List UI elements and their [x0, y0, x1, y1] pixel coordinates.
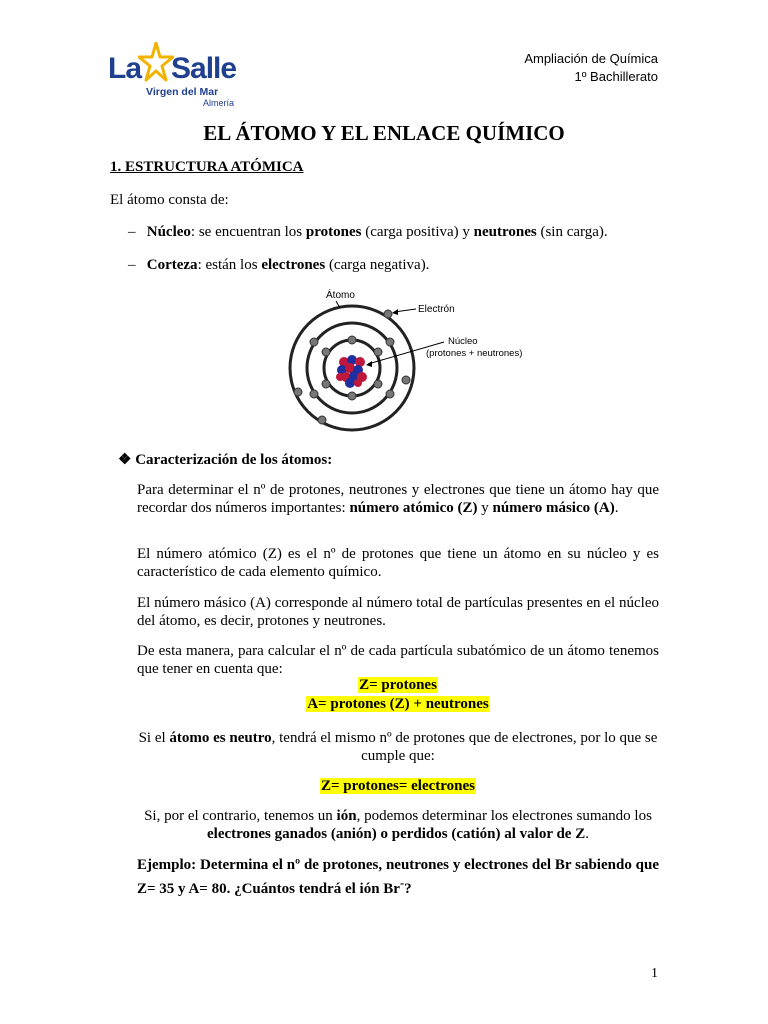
- paragraph-atomic-number: El número atómico (Z) es el nº de protones que tiene un átomo en su núcleo y es característico de cada elemento químico.: [137, 546, 659, 580]
- paragraph-neutral: [137, 729, 659, 765]
- term-nucleus: Núcleo: [146, 224, 191, 240]
- svg-text:Electrón: Electrón: [418, 304, 455, 315]
- subsection-heading: [118, 451, 332, 469]
- term-atomic-number: número atómico (Z): [349, 500, 478, 516]
- logo-location: Almería: [203, 98, 235, 108]
- text: .: [614, 500, 619, 516]
- logo-text-salle: Salle: [171, 52, 237, 85]
- term-neutrons: neutrones: [473, 224, 537, 240]
- list-item-nucleus: [128, 223, 608, 241]
- text: : están los: [197, 257, 262, 273]
- term-mass-number: número másico (A): [492, 500, 615, 516]
- page-number: 1: [651, 966, 658, 981]
- svg-text:Núcleo: Núcleo: [448, 336, 478, 347]
- term-electrons-gained-lost: electrones ganados (anión) o perdidos (catión) al valor de Z: [207, 826, 586, 842]
- lasalle-logo: [108, 42, 238, 108]
- diamond-bullet-icon: ❖: [118, 452, 132, 468]
- term-neutral-atom: átomo es neutro: [169, 730, 272, 746]
- example-prompt: [137, 856, 659, 898]
- paragraph-mass-number: El número másico (A) corresponde al número total de partículas presentes en el núcleo del átomo, es decir, protones y neutrones.: [137, 595, 659, 629]
- intro-text: El átomo consta de:: [110, 192, 229, 208]
- list-item-cortex: [128, 256, 429, 274]
- logo-subtitle: Virgen del Mar: [146, 86, 219, 98]
- term-protons: protones: [305, 224, 362, 240]
- section-heading: 1. ESTRUCTURA ATÓMICA: [110, 159, 304, 175]
- svg-text:Átomo: Átomo: [326, 290, 355, 301]
- logo-text-la: La: [108, 52, 142, 85]
- text: : se encuentran los: [190, 224, 306, 240]
- dash-marker: –: [128, 257, 136, 273]
- formula-text: A= protones (Z) + neutrones: [307, 696, 489, 712]
- term-electrons: electrones: [261, 257, 326, 273]
- formula-text: Z= protones= electrones: [320, 778, 476, 794]
- text: Si el: [138, 730, 170, 746]
- subsection-title: Caracterización de los átomos:: [135, 452, 333, 468]
- nucleus: [336, 355, 367, 388]
- text: ?: [404, 881, 412, 897]
- svg-text:(protones + neutrones): (protones + neutrones): [426, 348, 523, 359]
- formula-neutral: [137, 777, 659, 795]
- star-icon: [138, 42, 174, 84]
- text: (carga positiva) y: [361, 224, 474, 240]
- text: , tendrá el mismo nº de protones que de electrones, por lo que se cumple que:: [271, 730, 658, 764]
- paragraph-numbers: [137, 481, 659, 517]
- atom-diagram: [280, 282, 540, 440]
- text: Si, por el contrario, tenemos un: [144, 808, 337, 824]
- text: .: [585, 826, 589, 842]
- dash-marker: –: [128, 224, 136, 240]
- text: y: [477, 500, 493, 516]
- page-title: EL ÁTOMO Y EL ENLACE QUÍMICO: [203, 121, 565, 145]
- formula-text: Z= protones: [359, 677, 437, 693]
- text: , podemos determinar los electrones sumando los: [356, 808, 652, 824]
- text: (sin carga).: [536, 224, 608, 240]
- electron-label: [392, 304, 455, 315]
- text: (carga negativa).: [325, 257, 430, 273]
- term-ion: ión: [336, 808, 357, 824]
- paragraph-calculation: De esta manera, para calcular el nº de cada partícula subatómico de un átomo tenemos que tener en cuenta que:: [137, 643, 659, 677]
- formula-z: [137, 676, 659, 694]
- header-course: 1º Bachillerato: [574, 69, 658, 84]
- text: Para determinar el nº de protones, neutrones y electrones que tiene un átomo hay que recordar dos números importantes:: [137, 482, 659, 516]
- formula-a: [137, 695, 659, 713]
- paragraph-ion: [137, 807, 659, 843]
- term-cortex: Corteza: [146, 257, 198, 273]
- example-text: Ejemplo: Determina el nº de protones, neutrones y electrones del Br sabiendo que Z= 35 y A= 80. ¿Cuántos tendrá el ión Br: [137, 857, 659, 897]
- charge-superscript: -: [399, 876, 405, 890]
- header-subject: Ampliación de Química: [524, 51, 658, 66]
